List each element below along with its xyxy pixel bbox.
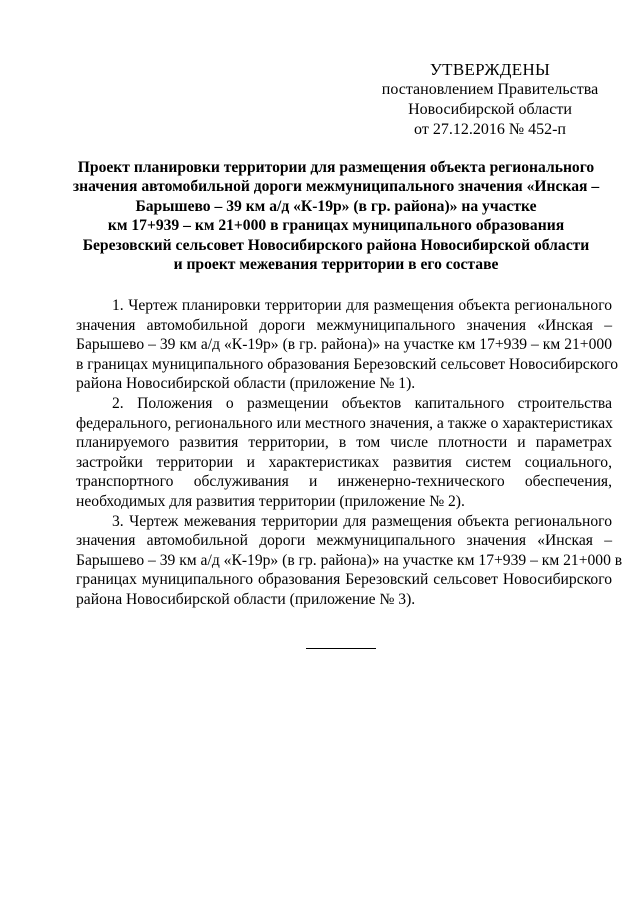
title-line: км 17+939 – км 21+000 в границах муниципального образования [107,217,565,235]
item-text-line: 3. Чертеж межевания территории для размещения объекта регионального [112,512,612,530]
approval-issuer: постановлением Правительства [381,81,599,98]
item-text-line: района Новосибирской области (приложение № 1). [76,375,416,393]
title-line: Проект планировки территории для размещения объекта регионального [77,159,595,176]
item-text-line: значения автомобильной дороги межмуниципального значения «Инская – [76,532,612,550]
approval-stamp [380,60,600,140]
document-title [60,158,612,274]
item-text-line: 2. Положения о размещении объектов капитального строительства [112,394,612,412]
item-text-line: транспортного обслуживания и инженерно-технического обеспечения, [76,473,612,491]
title-line: Барышево – 39 км а/д «К-19р» (в гр. района)» на участке [135,197,537,215]
item-text-line: планируемого развития территории, в том числе плотности и параметрах [76,434,612,452]
item-text-line: границах муниципального образования Березовский сельсовет Новосибирского [76,571,612,589]
approval-heading: УТВЕРЖДЕНЫ [429,60,551,79]
items-list [76,296,623,610]
item-text-line: 1. Чертеж планировки территории для размещения объекта регионального [112,297,612,314]
list-item-3 [76,512,623,610]
title-line: значения автомобильной дороги межмуниципального значения «Инская – [72,178,600,196]
item-text-line: Барышево – 39 км а/д «К-19р» (в гр. района)» на участке км 17+939 – км 21+000 [76,336,612,354]
list-item-2 [76,394,612,512]
title-line: и проект межевания территории в его составе [173,256,499,274]
closing-divider [306,648,376,649]
title-line: Березовский сельсовет Новосибирского района Новосибирской области [82,236,590,254]
item-text-line: значения автомобильной дороги межмуниципального значения «Инская – [76,316,612,334]
item-text-line: района Новосибирской области (приложение № 3). [76,590,416,608]
item-text-line: застройки территории и характеристиках развития систем социального, [76,453,612,471]
approval-region: Новосибирской области [408,101,572,118]
item-text-line: федерального, регионального или местного значения, а также о характеристиках [76,414,613,432]
item-text-line: в границах муниципального образования Березовский сельсовет Новосибирского [76,355,619,373]
list-item-1 [76,296,619,394]
approval-date-number: от 27.12.2016 № 452-п [414,121,566,138]
item-text-line: Барышево – 39 км а/д «К-19р» (в гр. района)» на участке км 17+939 – км 21+000 в [76,551,623,569]
item-text-line: необходимых для развития территории (приложение № 2). [76,492,465,510]
